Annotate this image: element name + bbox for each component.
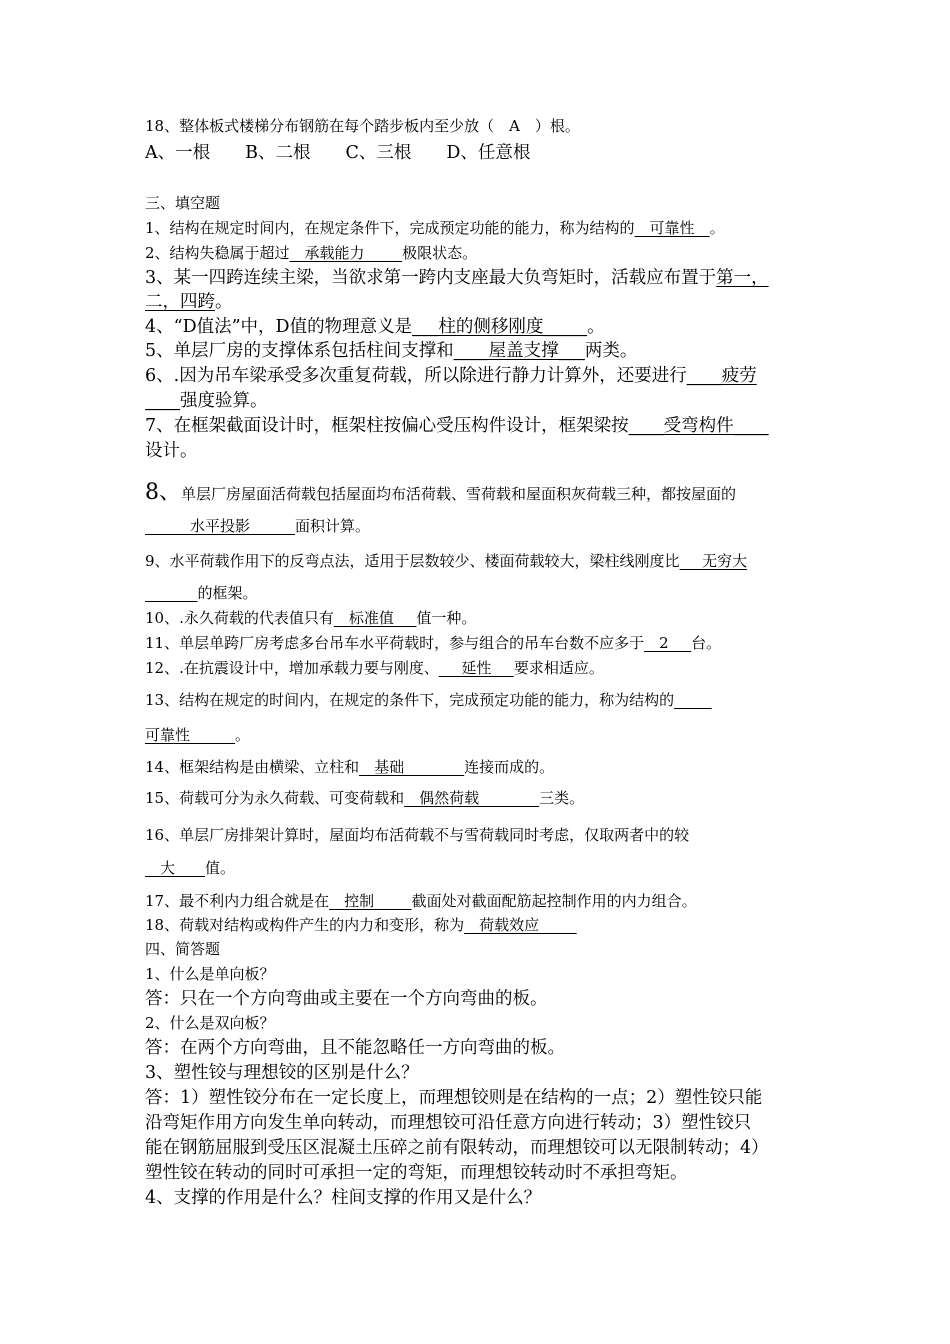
- fill-answer: __大____: [145, 859, 206, 877]
- question-18: 18、整体板式楼梯分布钢筋在每个踏步板内至少放（ A ）根。: [145, 117, 580, 135]
- fill-item-16-cont: __大____值。: [145, 859, 236, 877]
- fill-item-6: 6、.因为吊车梁承受多次重复荷载，所以除进行静力计算外，还要进行____疲劳: [145, 366, 757, 386]
- fill-item-4: 4、“D值法”中，D值的物理意义是___柱的侧移刚度_____。: [145, 317, 605, 337]
- qa-answer-3-line-4: 塑性铰在转动的同时可承担一定的弯矩，而理想铰转动时不承担弯矩。: [145, 1163, 688, 1183]
- fill-item-13-cont: 可靠性______。: [145, 726, 251, 744]
- fill-item-8: 8、单层厂房屋面活荷载包括屋面均布活荷载、雪荷载和屋面积灰荷载三种，都按屋面的: [145, 480, 737, 505]
- qa-answer-3-line-3: 能在钢筋屈服到受压区混凝土压碎之前有限转动，而理想铰可以无限制转动；4）: [145, 1138, 769, 1158]
- qa-answer-1: 答：只在一个方向弯曲或主要在一个方向弯曲的板。: [145, 989, 548, 1009]
- qa-answer-3-line-1: 答：1）塑性铰分布在一定长度上，而理想铰则是在结构的一点；2）塑性铰只能: [145, 1088, 763, 1108]
- fill-item-16: 16、单层厂房排架计算时，屋面均布活荷载不与雪荷载同时考虑，仅取两者中的较: [145, 826, 690, 844]
- fill-answer: __荷载效应_____: [464, 916, 577, 934]
- qa-question-4: 4、支撑的作用是什么？柱间支撑的作用又是什么？: [145, 1188, 542, 1208]
- fill-answer: _____: [674, 691, 712, 709]
- fill-item-18: 18、荷载对结构或构件产生的内力和变形，称为__荷载效应_____: [145, 916, 577, 934]
- fill-item-3: 3、某一四跨连续主梁，当欲求第一跨内支座最大负弯矩时，活载应布置于第一，: [145, 268, 769, 288]
- fill-item-2: 2、结构失稳属于超过__承载能力_____极限状态。: [145, 244, 478, 262]
- fill-item-5: 5、单层厂房的支撑体系包括柱间支撑和____屋盖支撑___两类。: [145, 341, 638, 361]
- fill-answer: ___无穷大: [679, 552, 748, 570]
- section-4-heading: 四、简答题: [145, 940, 221, 958]
- fill-item-6-cont: ____强度验算。: [145, 391, 268, 411]
- fill-answer: ____屋盖支撑___: [453, 341, 585, 361]
- fill-item-9: 9、水平荷载作用下的反弯点法，适用于层数较少、楼面荷载较大，梁柱线刚度比___无穷大: [145, 552, 748, 570]
- fill-item-1: 1、结构在规定时间内，在规定条件下，完成预定功能的能力，称为结构的__可靠性__。: [145, 219, 725, 237]
- fill-item-8-cont: ______水平投影______面积计算。: [145, 517, 371, 535]
- fill-answer: ______水平投影______: [145, 517, 296, 535]
- fill-answer: 第一，: [716, 268, 769, 288]
- fill-item-7: 7、在框架截面设计时，框架柱按偏心受压构件设计，框架梁按____受弯构件____: [145, 416, 769, 436]
- fill-answer: __标准值___: [333, 609, 417, 627]
- fill-answer: _______: [145, 584, 198, 602]
- question-18-options: A、一根 B、二根 C、三根 D、任意根: [145, 143, 531, 163]
- qa-question-2: 2、什么是双向板？: [145, 1014, 275, 1032]
- fill-answer: ____疲劳: [686, 366, 757, 386]
- fill-item-11: 11、单层单跨厂房考虑多台吊车水平荷载时，参与组合的吊车台数不应多于__2___台。: [145, 634, 722, 652]
- qa-answer-2: 答：在两个方向弯曲，且不能忽略任一方向弯曲的板。: [145, 1038, 565, 1058]
- fill-item-3-cont: 二，四跨。: [145, 292, 233, 312]
- fill-answer: ____受弯构件____: [628, 416, 769, 436]
- fill-answer: ___延性___: [438, 659, 514, 677]
- fill-answer: __基础________: [359, 758, 465, 776]
- section-3-heading: 三、填空题: [145, 194, 221, 212]
- fill-item-14: 14、框架结构是由横梁、立柱和__基础________连接而成的。: [145, 758, 555, 776]
- fill-item-17: 17、最不利内力组合就是在__控制_____截面处对截面配筋起控制作用的内力组合。: [145, 892, 697, 910]
- fill-item-9-cont: _______的框架。: [145, 584, 258, 602]
- fill-answer: ____: [145, 391, 180, 411]
- qa-answer-3-line-2: 沿弯矩作用方向发生单向转动，而理想铰可沿任意方向进行转动；3）塑性铰只: [145, 1113, 752, 1133]
- fill-answer: ___柱的侧移刚度_____: [412, 317, 588, 337]
- fill-answer: __控制_____: [329, 892, 412, 910]
- fill-item-7-cont: 设计。: [145, 441, 198, 461]
- fill-answer: 可靠性______: [145, 726, 236, 744]
- fill-item-15: 15、荷载可分为永久荷载、可变荷载和__偶然荷载________三类。: [145, 789, 585, 807]
- fill-item-12: 12、.在抗震设计中，增加承载力要与刚度、___延性___要求相适应。: [145, 659, 604, 677]
- fill-answer: __偶然荷载________: [404, 789, 540, 807]
- fill-item-13: 13、结构在规定的时间内，在规定的条件下，完成预定功能的能力，称为结构的_____: [145, 691, 712, 709]
- qa-question-1: 1、什么是单向板？: [145, 965, 275, 983]
- fill-answer: __2___: [644, 634, 692, 652]
- fill-answer: 二，四跨: [145, 292, 215, 312]
- qa-question-3: 3、塑性铰与理想铰的区别是什么？: [145, 1063, 419, 1083]
- fill-answer: __可靠性__: [634, 219, 710, 237]
- fill-answer: __承载能力_____: [289, 244, 403, 262]
- fill-item-10: 10、.永久荷载的代表值只有__标准值___值一种。: [145, 609, 477, 627]
